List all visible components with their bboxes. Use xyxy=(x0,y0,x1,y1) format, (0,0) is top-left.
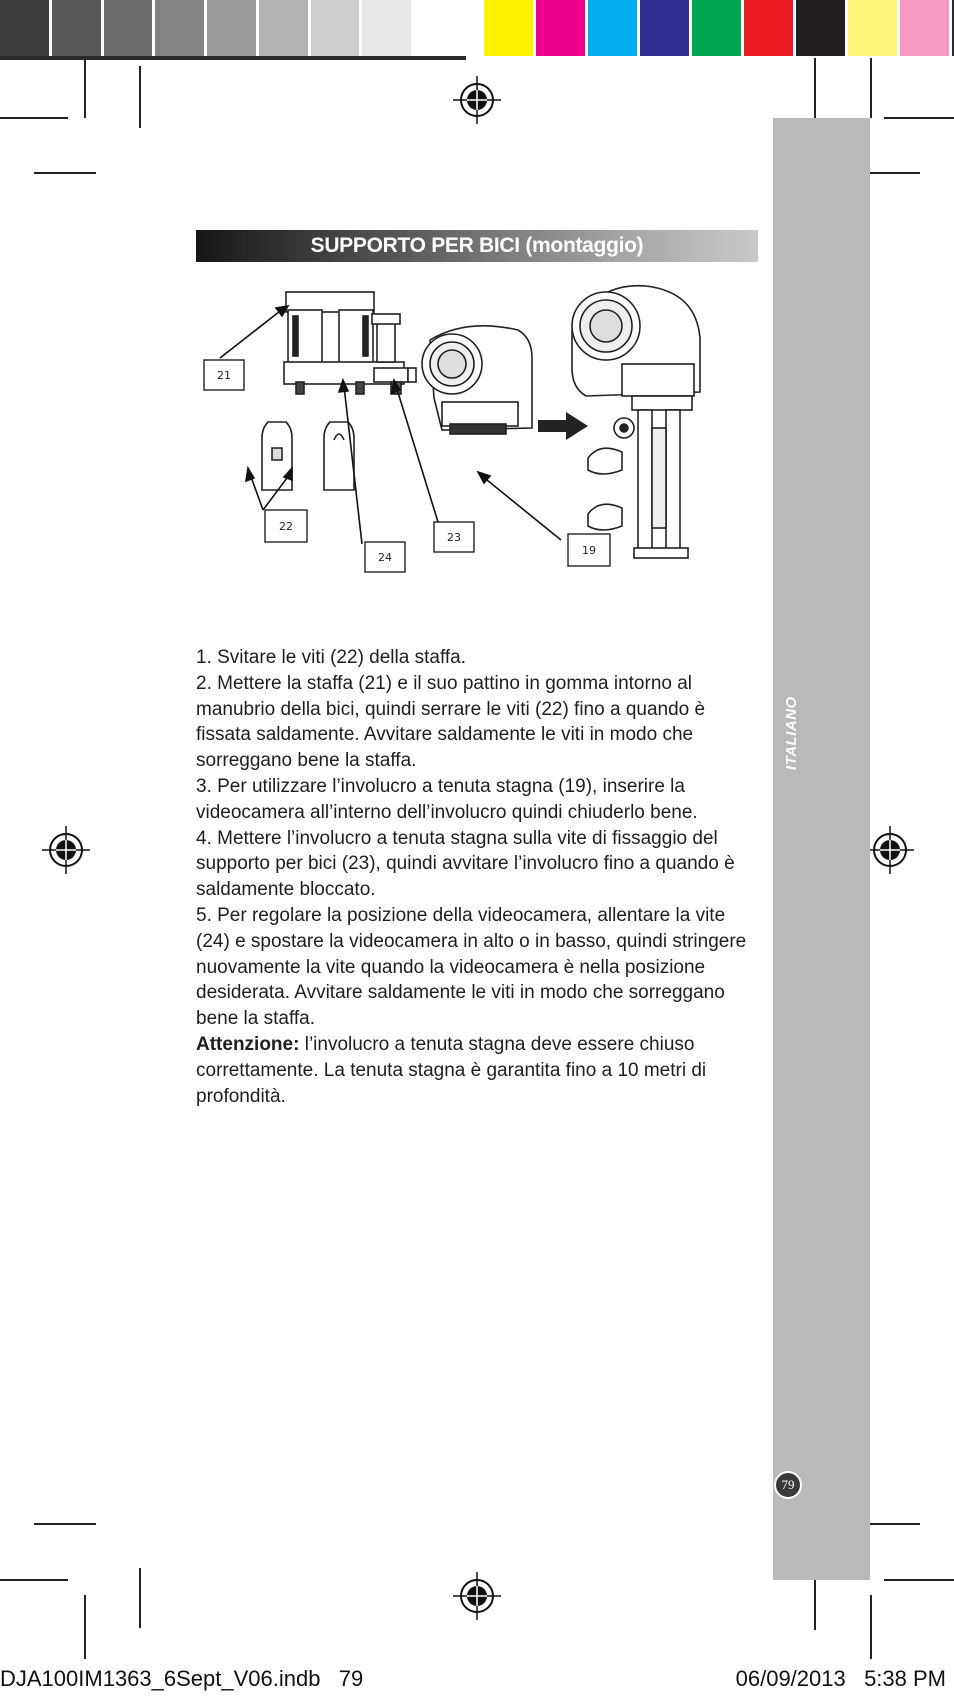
callout-label: 23 xyxy=(447,531,461,544)
instruction-step-3: 3. Per utilizzare l’involucro a tenuta stagna (19), inserire la videocamera all’interno dell’involucro quindi chiuderlo bene. xyxy=(196,775,698,823)
instruction-step-1: 1. Svitare le viti (22) della staffa. xyxy=(196,647,466,668)
crop-mark-bottom-left-v2 xyxy=(139,1568,141,1628)
instruction-step-5: 5. Per regolare la posizione della videocamera, allentare la vite (24) e spostare la videocamera in alto o in basso, quindi stringere nuovamente la vite quando la videocamera è nella posizione desiderata. Avvitare saldamente le viti in modo che sorreggano bene la staffa. xyxy=(196,904,747,1030)
calibration-swatch xyxy=(796,0,848,56)
calibration-swatch xyxy=(588,0,640,56)
registration-mark-right-icon xyxy=(866,826,914,874)
calibration-swatch xyxy=(692,0,744,56)
calibration-swatch xyxy=(0,0,52,56)
calibration-swatch xyxy=(362,0,414,56)
crop-mark-top-left-v1 xyxy=(84,58,86,118)
instruction-step-2: 2. Mettere la staffa (21) e il suo pattino in gomma intorno al manubrio della bici, quindi serrare le viti (22) fino a quando è fissata saldamente. Avvitare saldamente le viti in modo che sorreggano bene la staffa. xyxy=(196,672,706,772)
page-number-badge: 79 xyxy=(774,1471,802,1499)
footer-file-slug: DJA100IM1363_6Sept_V06.indb 79 xyxy=(0,1666,364,1691)
language-sidebar xyxy=(773,118,870,1580)
calibration-swatch xyxy=(104,0,156,56)
crop-mark-top-right-v2 xyxy=(870,58,872,118)
warning-paragraph xyxy=(196,1032,762,1109)
calibration-swatch xyxy=(207,0,259,56)
registration-mark-left-icon xyxy=(42,826,90,874)
registration-mark-top-icon xyxy=(453,76,501,124)
language-label: ITALIANO xyxy=(783,696,800,770)
instruction-step-4: 4. Mettere l’involucro a tenuta stagna sulla vite di fissaggio del supporto per bici (23), quindi avvitare l’involucro fino a quando è saldamente bloccato. xyxy=(196,827,735,901)
bracket-top-part xyxy=(286,292,374,312)
warning-text: l’involucro a tenuta stagna deve essere chiuso correttamente. La tenuta stagna è garantita fino a 10 metri di profondità. xyxy=(196,1033,707,1107)
calibration-swatch xyxy=(484,0,536,56)
section-title: SUPPORTO PER BICI (montaggio) xyxy=(196,230,758,262)
crop-mark-bottom-left-v1 xyxy=(84,1595,86,1659)
calibration-swatch xyxy=(640,0,692,56)
calibration-swatch xyxy=(744,0,796,56)
grayscale-calibration-bar xyxy=(0,0,466,60)
calibration-swatch xyxy=(311,0,363,56)
registration-mark-bottom-icon xyxy=(453,1572,501,1620)
instructions xyxy=(196,645,762,1109)
crop-mark-bottom-left-h2 xyxy=(0,1579,68,1581)
crop-mark-top-left-v2 xyxy=(139,66,141,128)
calibration-swatch xyxy=(259,0,311,56)
footer-date-slug: 06/09/2013 5:38 PM xyxy=(735,1666,946,1691)
calibration-swatch xyxy=(900,0,952,56)
crop-mark-bottom-left-h1 xyxy=(34,1523,96,1525)
color-calibration-bar xyxy=(484,0,954,56)
callout-label: 21 xyxy=(217,369,231,382)
calibration-swatch xyxy=(848,0,900,56)
crop-mark-top-right-h1 xyxy=(884,117,954,119)
callout-label: 24 xyxy=(378,551,392,564)
warning-label: Attenzione: xyxy=(196,1033,300,1055)
calibration-swatch xyxy=(52,0,104,56)
calibration-swatch xyxy=(536,0,588,56)
callout-label: 22 xyxy=(279,520,293,533)
assembly-arrow xyxy=(538,412,588,440)
crop-mark-top-left-h1 xyxy=(0,117,68,119)
bike-mount-illustration xyxy=(196,278,758,620)
calibration-swatch xyxy=(155,0,207,56)
crop-mark-bottom-right-h2 xyxy=(884,1579,954,1581)
crop-mark-top-left-h2 xyxy=(34,172,96,174)
crop-mark-bottom-right-v2 xyxy=(870,1595,872,1659)
calibration-swatch xyxy=(414,0,466,56)
callout-label: 19 xyxy=(582,544,596,557)
